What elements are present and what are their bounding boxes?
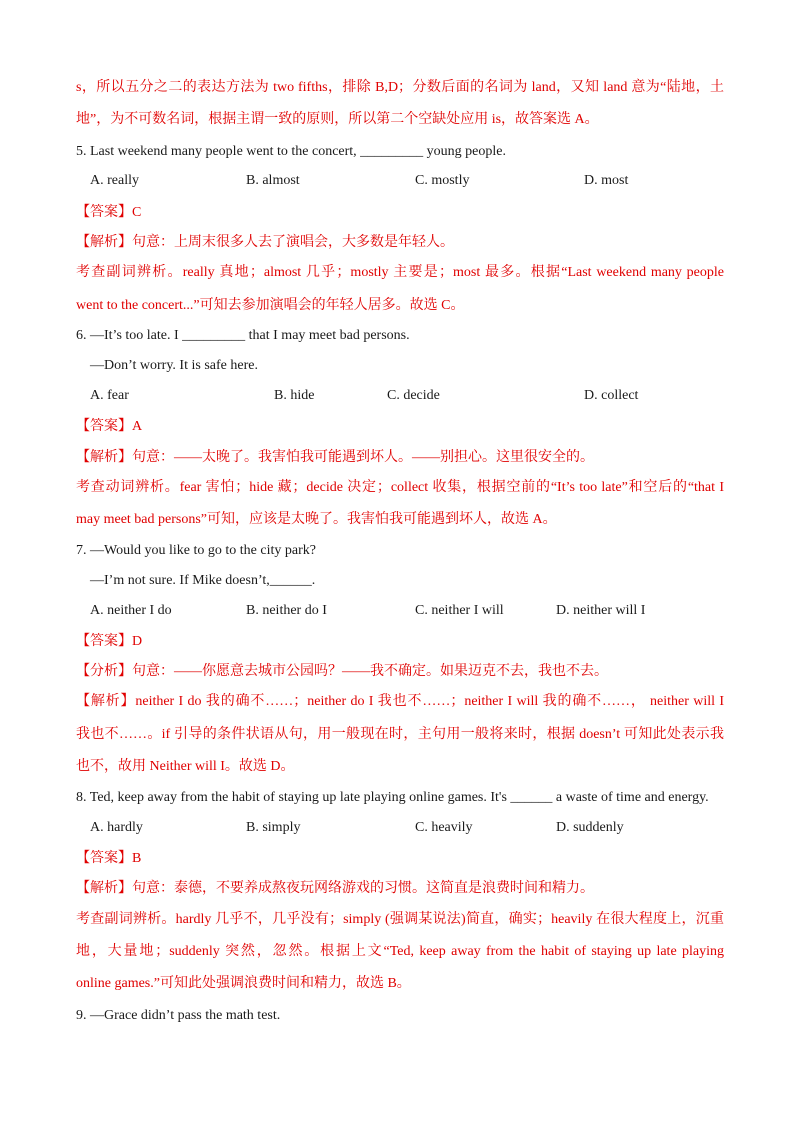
q5-option-a: A. really: [90, 173, 139, 188]
q8-analysis-line: 考查副词辨析。hardly 几乎不，几乎没有；simply (强调某说法)简直，确实；heavily 在很大程度上，沉重: [76, 912, 724, 927]
analysis-line: 地”，为不可数名词，根据主谓一致的原则，所以第二个空缺处应用 is，故答案选 A。: [76, 112, 599, 127]
q5-analysis-line: 【解析】句意：上周末很多人去了演唱会，大多数是年轻人。: [76, 235, 454, 250]
question-8-stem: 8. Ted, keep away from the habit of staying up late playing online games. It's ______ a waste of time and energy.: [76, 790, 709, 805]
q7-analysis-line: 我也不……。if 引导的条件状语从句，用一般现在时，主句用一般将来时，根据 doesn’t 可知此处表示我: [76, 727, 724, 742]
question-9-stem: 9. —Grace didn’t pass the math test.: [76, 1008, 281, 1023]
q8-option-a: A. hardly: [90, 820, 143, 835]
q8-analysis-line: 【解析】句意：泰德，不要养成熬夜玩网络游戏的习惯。这简直是浪费时间和精力。: [76, 881, 594, 896]
q5-option-d: D. most: [584, 173, 629, 188]
q6-option-a: A. fear: [90, 388, 129, 403]
q7-analysis-line: 也不，故用 Neither will I。故选 D。: [76, 759, 295, 774]
q8-option-b: B. simply: [246, 820, 301, 835]
q7-analysis-line: 【解析】neither I do 我的确不……；neither do I 我也不……；neither I will 我的确不……， neither will I: [76, 694, 724, 709]
q5-analysis-line: 考查副词辨析。really 真地；almost 几乎；mostly 主要是；most 最多。根据“Last weekend many people: [76, 265, 724, 280]
q7-option-d: D. neither will I: [556, 603, 646, 618]
q8-analysis-line: 地，大量地；suddenly 突然，忽然。根据上文“Ted, keep away from the habit of staying up late playing: [76, 944, 724, 959]
question-6-reply: —Don’t worry. It is safe here.: [90, 358, 258, 373]
q5-option-b: B. almost: [246, 173, 300, 188]
q7-option-a: A. neither I do: [90, 603, 172, 618]
q8-option-c: C. heavily: [415, 820, 473, 835]
q5-option-c: C. mostly: [415, 173, 470, 188]
q6-analysis-line: may meet bad persons”可知，应该是太晚了。我害怕我可能遇到坏人，故选 A。: [76, 512, 557, 527]
q7-answer: 【答案】D: [76, 634, 143, 649]
q6-analysis-line: 考查动词辨析。fear 害怕；hide 藏；decide 决定；collect 收集，根据空前的“It’s too late”和空后的“that I: [76, 480, 724, 495]
q5-analysis-line: went to the concert...”可知去参加演唱会的年轻人居多。故选 C。: [76, 298, 465, 313]
q8-option-d: D. suddenly: [556, 820, 624, 835]
q6-answer: 【答案】A: [76, 419, 143, 434]
analysis-line: s，所以五分之二的表达方法为 two fifths，排除 B,D；分数后面的名词为 land，又知 land 意为“陆地，土: [76, 80, 724, 95]
q6-analysis-line: 【解析】句意：——太晚了。我害怕我可能遇到坏人。——别担心。这里很安全的。: [76, 450, 594, 465]
q6-option-d: D. collect: [584, 388, 639, 403]
question-5-stem: 5. Last weekend many people went to the concert, _________ young people.: [76, 144, 506, 159]
q7-option-c: C. neither I will: [415, 603, 504, 618]
q7-option-b: B. neither do I: [246, 603, 327, 618]
q6-option-b: B. hide: [274, 388, 315, 403]
q5-answer: 【答案】C: [76, 205, 142, 220]
q8-analysis-line: online games.”可知此处强调浪费时间和精力，故选 B。: [76, 976, 411, 991]
q6-option-c: C. decide: [387, 388, 440, 403]
question-6-stem: 6. —It’s too late. I _________ that I may meet bad persons.: [76, 328, 410, 343]
q7-fenxi: 【分析】句意：——你愿意去城市公园吗？——我不确定。如果迈克不去，我也不去。: [76, 664, 608, 679]
question-7-stem: 7. —Would you like to go to the city park?: [76, 543, 316, 558]
q8-answer: 【答案】B: [76, 851, 142, 866]
question-7-reply: —I’m not sure. If Mike doesn’t,______.: [90, 573, 316, 588]
